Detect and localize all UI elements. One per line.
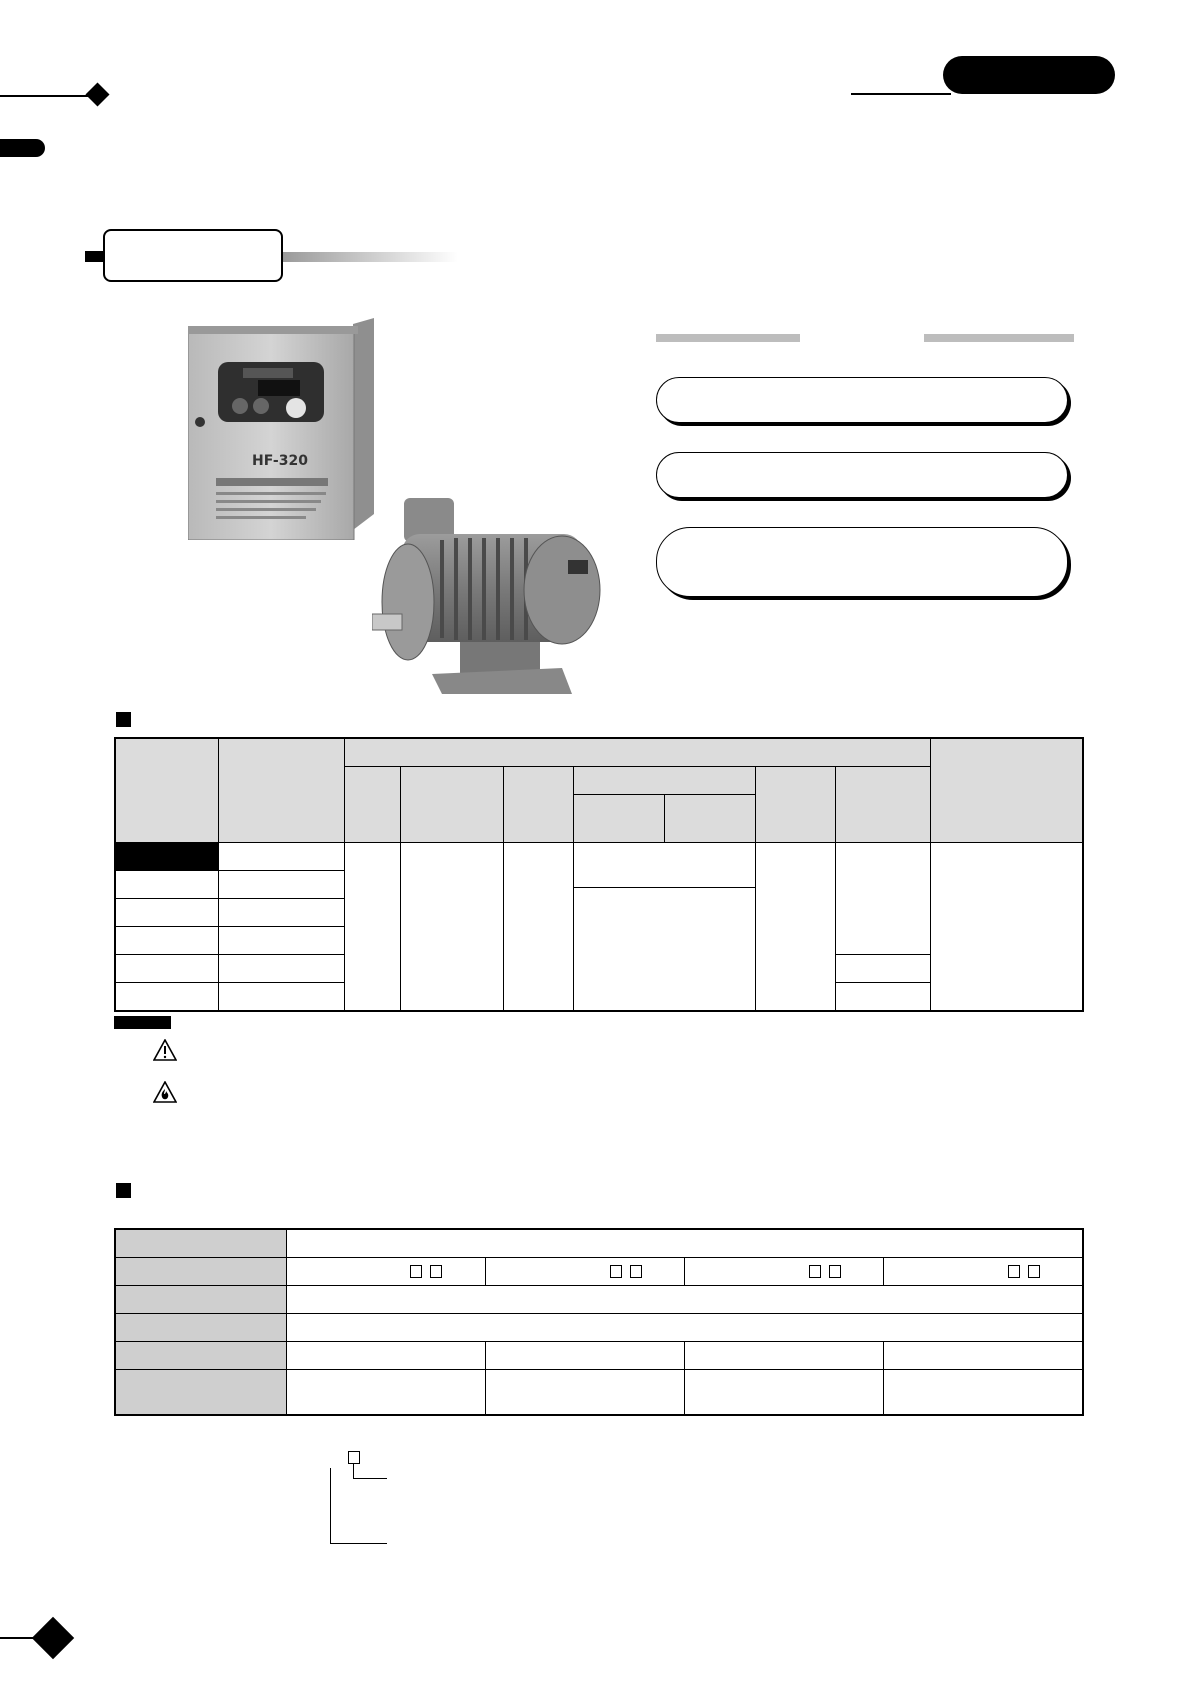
header-right-rule	[851, 93, 951, 95]
t1-line	[503, 766, 504, 1010]
t1-line	[930, 739, 931, 1010]
option-checkbox[interactable]	[829, 1265, 841, 1278]
t2-line	[116, 1257, 1082, 1258]
t2-line	[116, 1369, 1082, 1370]
t1-line	[344, 739, 345, 1010]
model-code-box	[348, 1451, 360, 1464]
motor-photo	[372, 498, 612, 694]
title-fade-bar	[283, 252, 458, 262]
inverter-model-label: HF-320	[252, 453, 308, 469]
t1-line	[835, 954, 930, 955]
t2-line	[883, 1258, 884, 1285]
section-title-box	[103, 229, 283, 282]
t2-line	[684, 1258, 685, 1285]
option-checkbox[interactable]	[430, 1265, 442, 1278]
feature-pill-1	[656, 377, 1068, 423]
t1-line	[116, 870, 344, 871]
option-checkbox[interactable]	[1028, 1265, 1040, 1278]
option-checkbox[interactable]	[1008, 1265, 1020, 1278]
title-tick	[85, 251, 103, 262]
t1-line	[573, 766, 574, 1010]
t1-line	[116, 898, 344, 899]
header-left-diamond	[85, 82, 109, 106]
option-checkbox[interactable]	[809, 1265, 821, 1278]
t1-line	[755, 766, 756, 1010]
footer-diamond	[32, 1617, 74, 1659]
t1-line	[116, 842, 1082, 843]
t2-line	[286, 1230, 287, 1414]
t1-line	[835, 982, 930, 983]
section-bullet-2	[116, 1183, 131, 1198]
inverter-photo	[188, 318, 374, 540]
t2-label-cell	[116, 1370, 286, 1414]
t1-line	[116, 954, 344, 955]
t2-line	[116, 1285, 1082, 1286]
spec-table-2	[114, 1228, 1084, 1416]
feature-divider-left	[656, 334, 800, 342]
t2-label-cell	[116, 1258, 286, 1285]
t2-line	[116, 1313, 1082, 1314]
t1-line	[664, 794, 665, 842]
header-left-rule	[0, 95, 95, 97]
spec-table-1	[114, 737, 1084, 1012]
t2-line	[116, 1341, 1082, 1342]
t1-line	[573, 887, 755, 888]
option-checkbox[interactable]	[410, 1265, 422, 1278]
warning-triangle-icon	[153, 1039, 177, 1061]
option-checkbox[interactable]	[630, 1265, 642, 1278]
t2-line	[485, 1258, 486, 1285]
t1-line	[116, 982, 344, 983]
t2-line	[684, 1342, 685, 1414]
t2-label-cell	[116, 1230, 286, 1257]
code-bracket-outer	[330, 1468, 387, 1544]
t1-line	[116, 926, 344, 927]
t1-line	[218, 739, 219, 1010]
chapter-tab	[943, 56, 1115, 94]
t1-line	[400, 766, 401, 1010]
page-side-tab	[0, 139, 45, 157]
feature-pill-2	[656, 452, 1068, 498]
fire-hazard-icon	[153, 1081, 177, 1103]
t2-line	[485, 1342, 486, 1414]
feature-pill-3	[656, 527, 1068, 597]
t2-label-cell	[116, 1314, 286, 1341]
t2-label-cell	[116, 1342, 286, 1369]
feature-divider-right	[924, 334, 1074, 342]
section-bullet-1	[116, 712, 131, 727]
t2-label-cell	[116, 1286, 286, 1313]
t1-line	[835, 766, 836, 1010]
option-checkbox[interactable]	[610, 1265, 622, 1278]
t2-line	[883, 1342, 884, 1414]
t1-highlight-cell	[116, 843, 218, 870]
note-label	[114, 1016, 171, 1029]
t1-header-bg	[116, 739, 1082, 842]
t1-line	[344, 766, 930, 767]
